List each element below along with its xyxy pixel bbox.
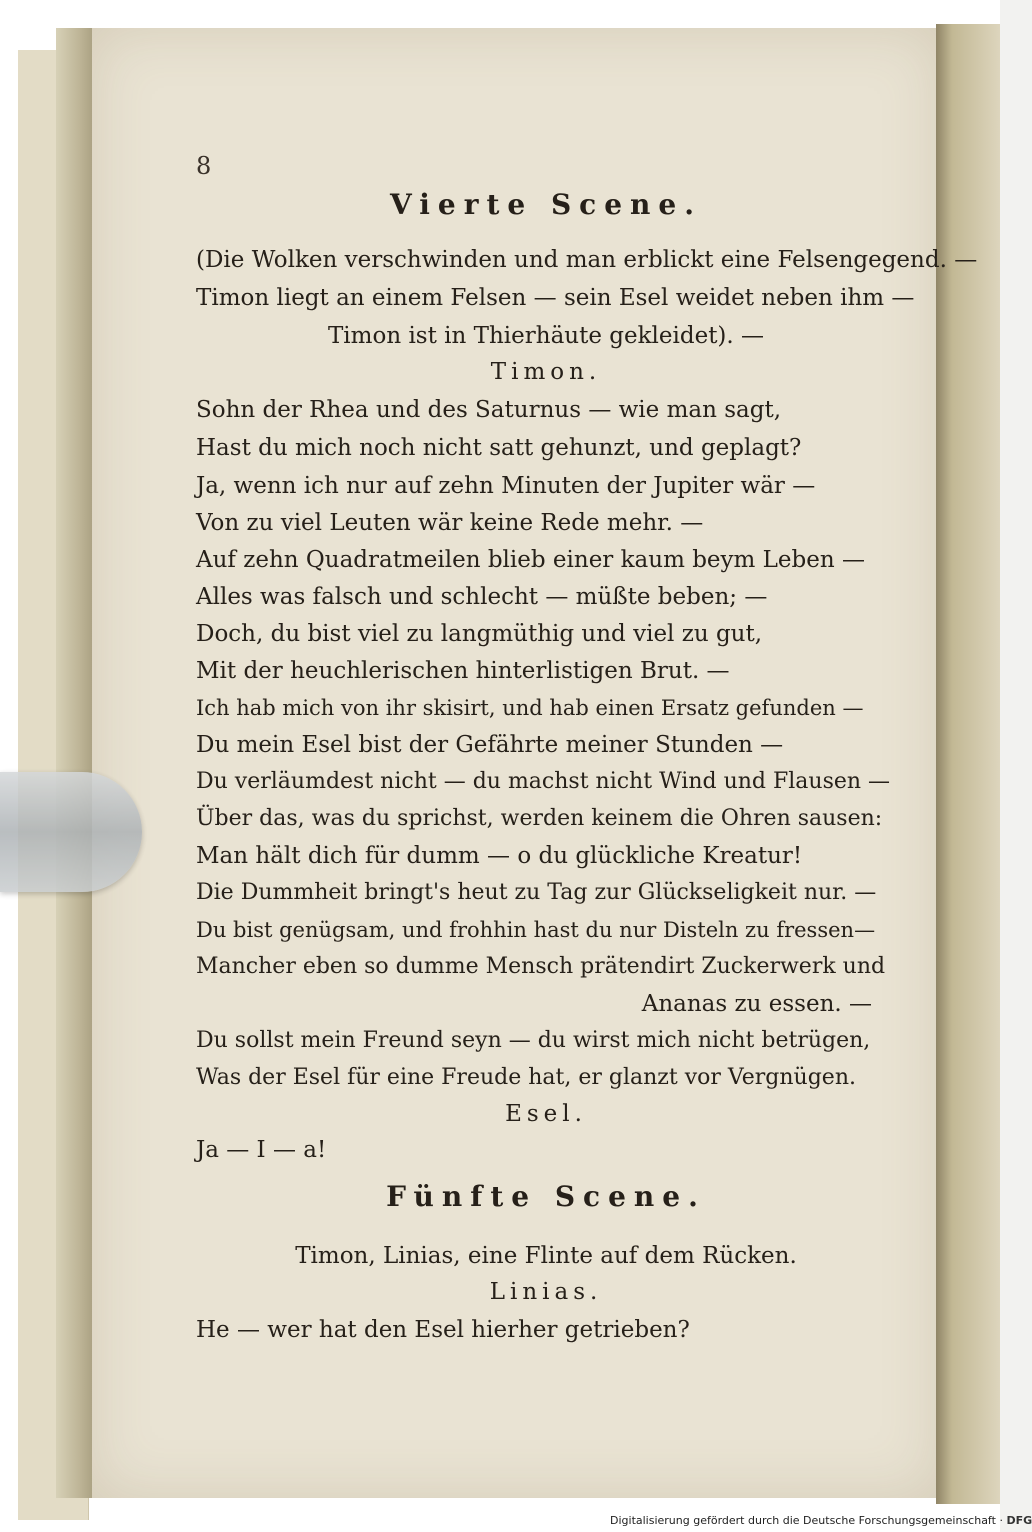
verse-line: Du verläumdest nicht — du machst nicht Wind und Flausen —: [196, 769, 891, 794]
verse-line: Alles was falsch und schlecht — müßte beben; —: [196, 584, 768, 610]
page-clip: [0, 772, 142, 892]
verse-line: Du mein Esel bist der Gefährte meiner Stunden —: [196, 732, 784, 758]
verse-line: He — wer hat den Esel hierher getrieben?: [196, 1317, 690, 1343]
scene-heading: Fünfte Scene.: [386, 1180, 706, 1213]
verse-line: Man hält dich für dumm — o du glückliche Kreatur!: [196, 843, 803, 869]
credit-text: Digitalisierung gefördert durch die Deutsche Forschungsgemeinschaft: [610, 1514, 996, 1527]
page-number: 8: [196, 152, 212, 180]
verse-line: Über das, was du sprichst, werden keinem die Ohren sausen:: [196, 806, 883, 831]
verse-line: Du sollst mein Freund seyn — du wirst mich nicht betrügen,: [196, 1028, 871, 1053]
verse-line: Doch, du bist viel zu langmüthig und viel zu gut,: [196, 621, 763, 647]
stage-direction-line: Timon, Linias, eine Flinte auf dem Rücken.: [295, 1243, 797, 1269]
verse-line: Von zu viel Leuten wär keine Rede mehr. —: [196, 510, 704, 536]
stage-direction-line: (Die Wolken verschwinden und man erblickt eine Felsengegend. —: [196, 247, 978, 273]
verse-line: Was der Esel für eine Freude hat, er glanzt vor Vergnügen.: [196, 1065, 856, 1090]
book-spine: [56, 28, 96, 1498]
verse-line: Hast du mich noch nicht satt gehunzt, und geplagt?: [196, 435, 802, 461]
verse-line: Auf zehn Quadratmeilen blieb einer kaum beym Leben —: [196, 547, 865, 573]
verse-line: Ich hab mich von ihr skisirt, und hab einen Ersatz gefunden —: [196, 696, 864, 720]
speaker-name: Esel.: [505, 1101, 587, 1127]
stage-direction-line: Timon ist in Thierhäute gekleidet). —: [327, 323, 765, 349]
speaker-name: Linias.: [489, 1279, 603, 1305]
verse-line: Ja — I — a!: [196, 1137, 327, 1163]
verse-line: Ananas zu essen. —: [641, 991, 872, 1017]
scene-heading: Vierte Scene.: [390, 188, 702, 221]
stage-direction-line: Timon liegt an einem Felsen — sein Esel weidet neben ihm —: [196, 285, 915, 311]
verse-line: Die Dummheit bringt's heut zu Tag zur Glückseligkeit nur. —: [196, 880, 877, 905]
speaker-name: Timon.: [490, 359, 602, 385]
verse-line: Sohn der Rhea und des Saturnus — wie man sagt,: [196, 397, 782, 423]
verse-line: Du bist genügsam, und frohhin hast du nur Disteln zu fressen—: [196, 918, 876, 942]
digitization-credit: Digitalisierung gefördert durch die Deutsche Forschungsgemeinschaft · DFG: [610, 1514, 1032, 1527]
verse-line: Mancher eben so dumme Mensch prätendirt Zuckerwerk und: [196, 954, 886, 979]
dfg-logo: DFG: [1006, 1514, 1032, 1527]
verse-line: Ja, wenn ich nur auf zehn Minuten der Jupiter wär —: [196, 473, 816, 499]
verse-line: Mit der heuchlerischen hinterlistigen Brut. —: [196, 658, 730, 684]
